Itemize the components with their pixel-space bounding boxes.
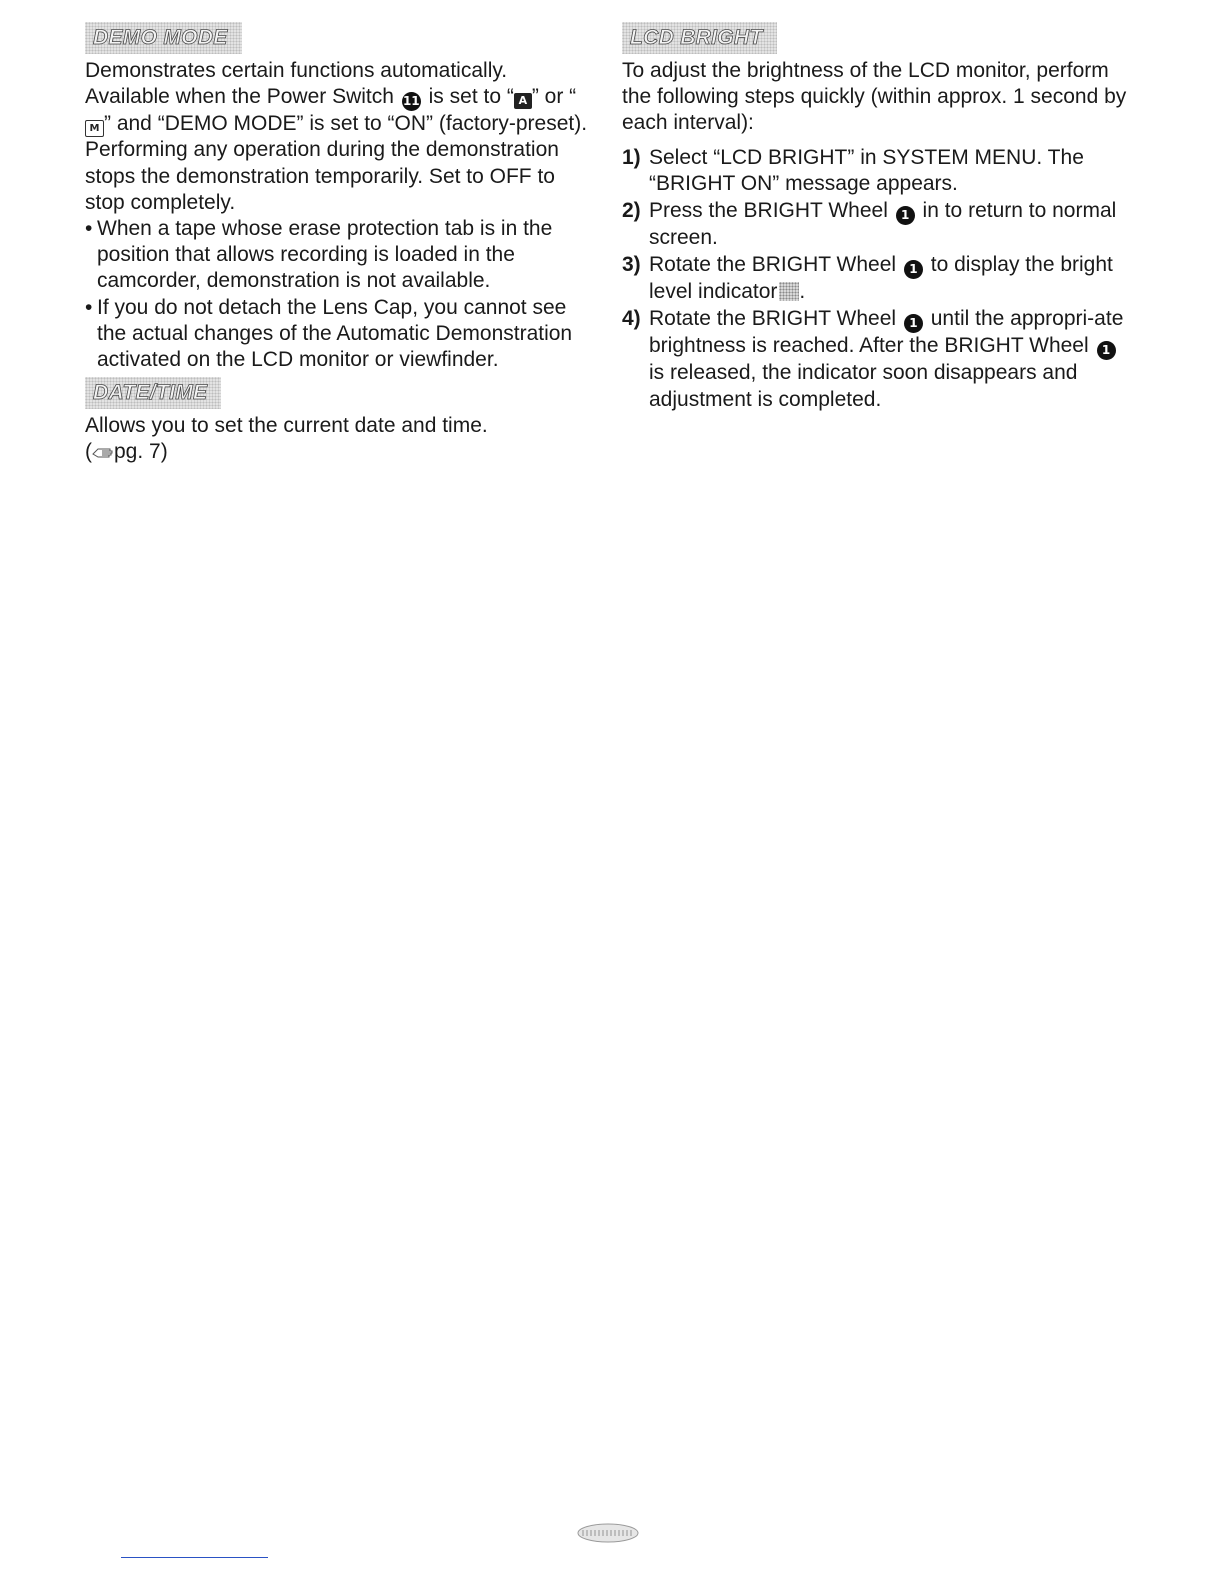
step-text-pre: Press the BRIGHT Wheel: [649, 199, 888, 223]
auto-mode-icon: A: [514, 93, 532, 109]
step-text: Select “LCD BRIGHT” in SYSTEM MENU. The “BRIGHT ON” message appears.: [649, 145, 1084, 195]
step-text-pre: Rotate the BRIGHT Wheel: [649, 307, 897, 331]
demo-bullet-2: [85, 295, 595, 374]
page-ref-open: (: [85, 440, 92, 464]
bright-wheel-number-icon: 1: [904, 314, 923, 333]
right-column: [622, 22, 1132, 413]
step-number: 2): [622, 199, 641, 223]
bullet-dot: •: [85, 295, 93, 319]
bright-wheel-number-icon: 1: [904, 260, 923, 279]
step-number: 4): [622, 307, 641, 331]
demo-line-1: Demonstrates certain functions automatically.: [85, 59, 508, 82]
bright-wheel-number-icon: 1: [896, 206, 915, 225]
demo-seg-c: ” or “: [531, 85, 577, 109]
step-text-post: to display the bright level indicator: [649, 253, 1113, 304]
step-text-post: in to return to normal screen.: [649, 199, 1117, 250]
pointing-hand-icon: [92, 445, 114, 459]
lcd-step-1: [622, 145, 1132, 197]
left-column: [85, 22, 595, 466]
demo-seg-b: is set to “: [428, 85, 514, 109]
lcd-bright-intro: To adjust the brightness of the LCD monitor, perform the following steps quickly (within approx. 1 second by each interval):: [622, 59, 1127, 135]
demo-seg-d: ” and “DEMO MODE” is set to “ON” (factory-preset). Performing any operation during the demonstration stops the demonstration temporarily. Set to OFF to stop completely.: [85, 112, 588, 214]
lcd-bright-heading: LCD BRIGHT: [622, 22, 777, 54]
step-text-pre: Rotate the BRIGHT Wheel: [649, 253, 897, 277]
lcd-step-3: [622, 252, 1132, 305]
demo-mode-description: [85, 58, 595, 216]
lcd-step-2: [622, 198, 1132, 251]
demo-bullet-2-text: If you do not detach the Lens Cap, you cannot see the actual changes of the Automatic Demonstration activated on the LCD monitor or viewfinder.: [97, 295, 573, 372]
power-switch-number-icon: 11: [402, 92, 421, 111]
demo-bullet-1: [85, 216, 595, 295]
step-number: 3): [622, 253, 641, 277]
bullet-dot: •: [85, 217, 93, 241]
lcd-step-4: [622, 306, 1132, 412]
bright-wheel-number-icon: 1: [1097, 341, 1116, 360]
step-text-post2: is released, the indicator soon disappears and adjustment is completed.: [649, 361, 1078, 411]
step-number: 1): [622, 145, 641, 169]
bright-level-indicator-icon: [779, 282, 799, 301]
demo-mode-heading: DEMO MODE: [85, 22, 242, 54]
step-text-post: until the appropri-ate brightness is reached. After the BRIGHT Wheel: [649, 307, 1124, 358]
date-time-heading: DATE/TIME: [85, 377, 221, 409]
demo-bullet-1-text: When a tape whose erase protection tab is in the position that allows recording is loaded in the camcorder, demonstration is not available.: [97, 217, 553, 293]
step-text-end: .: [799, 280, 806, 304]
page-number-ornament: [576, 1522, 640, 1544]
page-ref-text: pg. 7): [114, 440, 168, 464]
date-time-text: Allows you to set the current date and time.: [85, 414, 488, 438]
footer-rule: [121, 1557, 268, 1558]
manual-mode-icon: M: [85, 120, 104, 137]
demo-seg-a: Available when the Power Switch: [85, 85, 394, 109]
date-time-description: [85, 413, 595, 465]
